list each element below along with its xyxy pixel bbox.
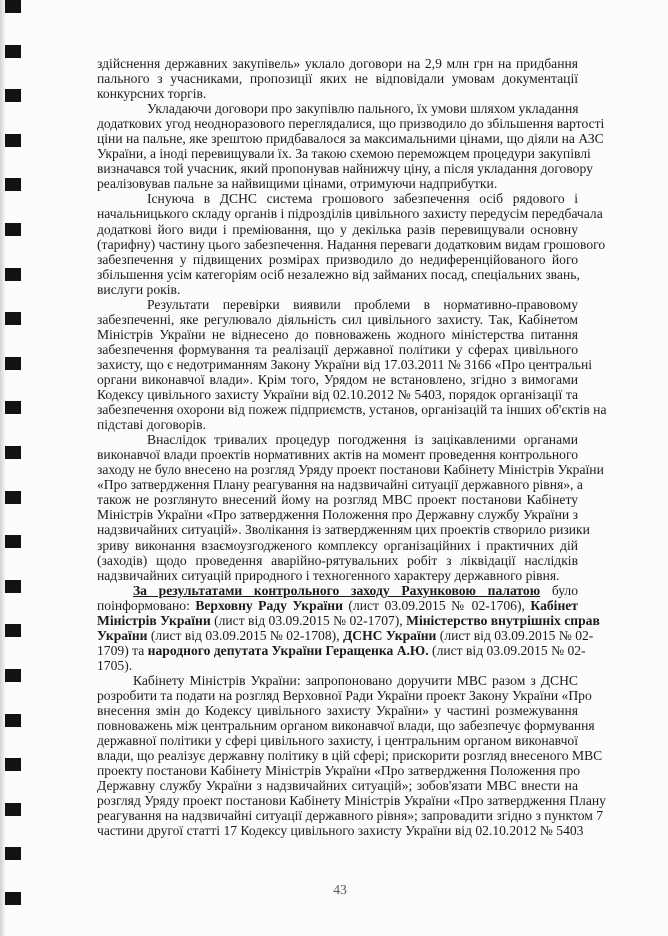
binding-hole — [5, 134, 21, 147]
text-line: державної політики у сфері цивільного захисту, і центральним органом виконавчої — [97, 733, 578, 749]
binding-hole — [5, 803, 21, 816]
binding-hole — [5, 357, 21, 370]
text-line: частини другої статті 17 Кодексу цивільного захисту України від 02.10.2012 № 5403 — [97, 823, 584, 839]
text-segment: (лист від 03.09.2015 № 02- — [428, 642, 586, 658]
bold-text: Міністерство внутрішніх справ — [406, 612, 600, 628]
binding-hole — [5, 223, 21, 236]
text-line: конкурсних торгів. — [97, 86, 207, 102]
bold-text: Міністрів України — [97, 612, 211, 628]
bold-text: За результатами контрольного заходу Рахунковою палатою — [133, 582, 541, 598]
text-line — [97, 658, 578, 673]
binding-hole — [5, 535, 21, 548]
text-line: влади, що реалізує державну політику в цій сфері; прискорити розгляд внесеного МВС — [97, 748, 603, 764]
text-line: захисту, що є недотриманням Закону України від 17.03.2011 № 3166 «Про центральні — [97, 356, 593, 372]
text-line: зриву виконання взаємоузгодженого комплексу організаційних і практичних дій — [97, 537, 578, 553]
text-line: заходу не було внесено на розгляд Уряду проект постанови Кабінету Міністрів України — [97, 462, 604, 478]
text-segment: 1705). — [97, 657, 133, 673]
text-line: Міністрів України не віднесено до повноважень жодного міністерства питання — [97, 326, 578, 342]
text-line: надзвичайних ситуацій природного і техногенного характеру державного рівня. — [97, 567, 560, 583]
paragraph — [97, 432, 604, 583]
binding-hole — [5, 401, 21, 414]
text-line: реагування на надзвичайні ситуації державного рівня»; запровадити згідно з пунктом 7 — [97, 808, 604, 824]
bold-text: України — [97, 627, 148, 643]
bold-text: народного депутата України Геращенка А.Ю. — [147, 642, 429, 658]
text-line: Кабінету Міністрів України: запропоновано доручити МВС разом з ДСНС — [133, 672, 578, 688]
text-line: Міністрів України «Про затвердження Положення про Державну службу України з — [97, 507, 578, 523]
binding-hole — [5, 178, 21, 191]
text-line: збільшення усім категоріям осіб незалежно від займаних посад, спеціальних звань, — [97, 266, 580, 282]
text-line — [97, 583, 578, 598]
binding-hole — [5, 669, 21, 682]
text-line: (заходів) щодо проведення аварійно-рятувальних робіт з ліквідації наслідків — [97, 552, 578, 568]
text-line: ціни на пальне, яке зрештою придбавалося за максимальними цінами, що діяли на АЗС — [97, 131, 604, 147]
text-line: Кодексу цивільного захисту України від 02.10.2012 № 5403, порядок організації та — [97, 387, 578, 403]
binding-hole — [5, 268, 21, 281]
text-segment: (лист від 03.09.2015 № 02- — [436, 627, 594, 643]
text-line: Існуюча в ДСНС система грошового забезпечення осіб рядового і — [147, 191, 578, 207]
binding-hole — [5, 0, 21, 13]
text-line: Внаслідок тривалих процедур погодження із зацікавленими органами — [147, 432, 578, 448]
text-line: розгляд Уряду проект постанови Кабінету Міністрів України «Про затвердження Плану — [97, 793, 606, 809]
bold-text: Верховну Раду України — [195, 597, 343, 613]
text-line: виконавчої влади проектів нормативних актів на момент проведення контрольного — [97, 447, 578, 463]
document-body — [97, 56, 607, 839]
text-line: внесення змін до Кодексу цивільного захисту України» у частині розмежування — [97, 703, 578, 719]
text-line: Результати перевірки виявили проблеми в нормативно-правовому — [147, 296, 578, 312]
text-line: (тарифну) частину цього забезпечення. Надання переваги додатковим видам грошового — [97, 236, 606, 252]
text-segment: було — [540, 582, 579, 598]
text-line — [97, 598, 578, 613]
text-line: визначався той учасник, який пропонував найнижчу ціну, а після укладання договору — [97, 161, 593, 177]
binding-hole — [5, 624, 21, 637]
binding-hole — [5, 847, 21, 860]
page-number: 43 — [333, 882, 347, 897]
bold-text: Кабінет — [530, 597, 578, 613]
text-segment: (лист від 03.09.2015 № 02-1708), — [147, 627, 343, 643]
text-line: забезпечення охорони від пожеж підприємств, установ, організацій та інших об'єктів на — [97, 402, 607, 418]
text-line: забезпечення у підвищених розмірах призводило до недиференційованого його — [97, 251, 578, 267]
text-line: надзвичайних ситуацій». Зволікання із затвердженням цих проектів створило ризики — [97, 522, 590, 538]
text-line: додаткових угод неодноразового переглядалися, що призводило до збільшення вартості — [97, 116, 605, 132]
paragraph — [97, 672, 606, 839]
binding-hole — [5, 89, 21, 102]
text-line: також не розглянуто внесений йому на розгляд МВС проект постанови Кабінету — [97, 492, 578, 508]
text-line: здійснення державних закупівель» уклало договори на 2,9 млн грн на придбання — [97, 56, 578, 71]
binding-hole — [5, 580, 21, 593]
text-line: пального з учасниками, пропозиції яких не відповідали умовам документації — [97, 71, 578, 87]
binding-hole — [5, 312, 21, 325]
text-line: начальницького складу органів і підрозділів цивільного захисту передусім передбачала — [97, 206, 603, 222]
text-line: Укладаючи договори про закупівлю пального, їх умови шляхом укладання — [147, 101, 579, 117]
text-line: Державну службу України з надзвичайних ситуацій»; зобов'язати МВС внести на — [97, 778, 578, 794]
text-line: забезпеченні, яке регулювало діяльність сил цивільного захисту. Так, Кабінетом — [97, 311, 578, 327]
text-line — [97, 627, 594, 643]
text-line — [97, 612, 600, 628]
text-line: органи виконавчої влади». Крім того, Урядом не встановлено, згідно з вимогами — [97, 371, 578, 387]
text-segment: (лист від 03.09.2015 № 02-1707), — [210, 612, 407, 628]
text-line: забезпечення формування та реалізації державної політики у сферах цивільного — [97, 341, 578, 357]
paragraph — [97, 191, 606, 297]
binding-hole — [5, 446, 21, 459]
text-line: розробити та подати на розгляд Верховної Ради України проект Закону України «Про — [97, 687, 592, 703]
paragraph — [97, 101, 605, 192]
binding-hole — [5, 714, 21, 727]
text-line: проекту постанови Кабінету Міністрів України «Про затвердження Положення про — [97, 763, 581, 779]
text-line: вислуги років. — [97, 281, 181, 297]
text-line: додаткові його види і преміювання, що у декілька разів перевищували основну — [97, 221, 578, 237]
text-line — [97, 642, 586, 658]
text-segment: 1709) та — [97, 642, 148, 658]
binding-hole — [5, 758, 21, 771]
text-line: України, а іноді перевищували їх. За такою схемою переможцем процедури закупівлі — [97, 146, 591, 162]
text-line: «Про затвердження Плану реагування на надзвичайні ситуації державного рівня», а — [97, 477, 583, 493]
paragraph — [97, 296, 607, 433]
text-line: повноважень між центральним органом виконавчої влади, що забезпечує формування — [97, 718, 595, 734]
text-segment: поінформовано: — [97, 597, 196, 613]
paragraph — [97, 56, 578, 101]
binding-hole — [5, 491, 21, 504]
binding-hole — [5, 45, 21, 58]
text-line: підставі договорів. — [97, 417, 206, 433]
bold-text: ДСНС України — [342, 627, 437, 643]
paragraph — [97, 582, 600, 673]
text-line: реалізовував пальне за найвищими цінами, отримуючи надприбутки. — [97, 176, 498, 192]
text-segment: (лист 03.09.2015 № 02-1706), — [342, 597, 531, 613]
